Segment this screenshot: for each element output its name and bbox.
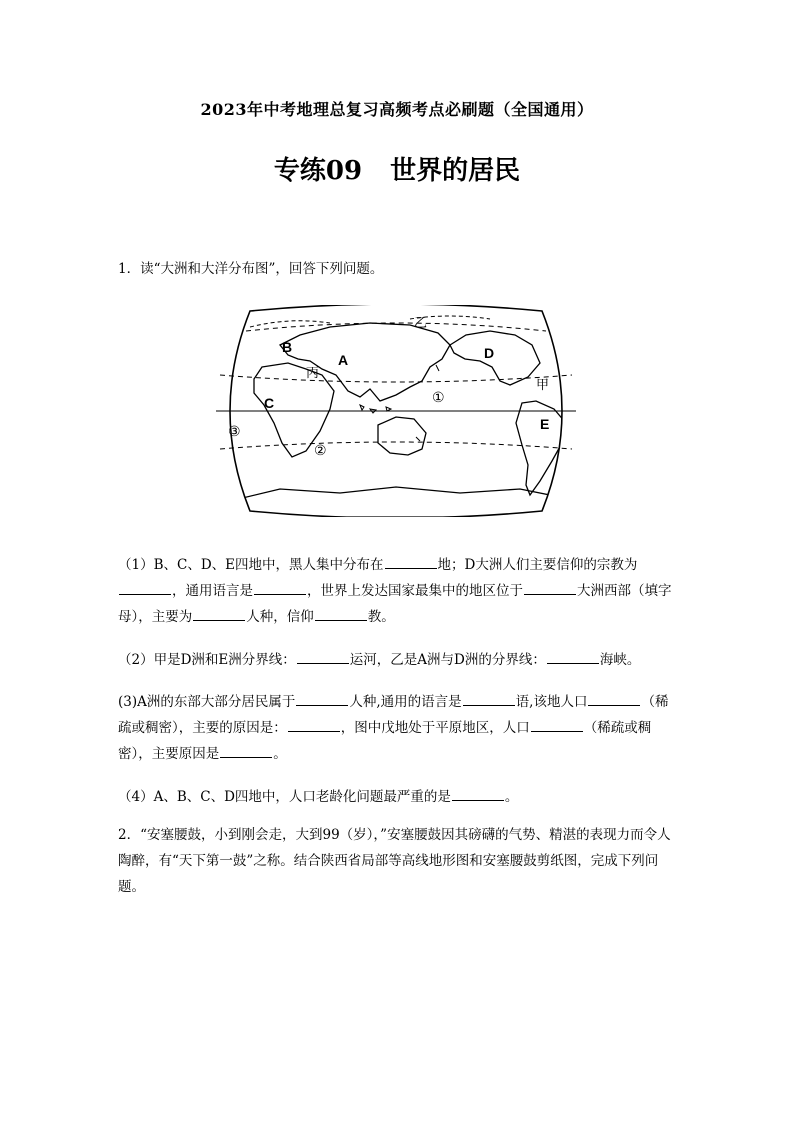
label-bing: 丙 bbox=[306, 366, 320, 381]
label-ocean-2: ② bbox=[314, 443, 327, 459]
islands bbox=[360, 365, 439, 441]
label-A: A bbox=[338, 352, 349, 368]
label-E: E bbox=[540, 416, 550, 432]
label-ocean-3: ③ bbox=[228, 424, 241, 440]
label-C: C bbox=[264, 395, 275, 411]
answer-blank[interactable] bbox=[463, 691, 515, 706]
landmass-australia bbox=[378, 417, 426, 455]
label-ocean-1: ① bbox=[432, 390, 445, 406]
answer-blank[interactable] bbox=[315, 606, 367, 621]
answer-blank[interactable] bbox=[119, 580, 171, 595]
label-B: B bbox=[282, 339, 293, 355]
answer-blank[interactable] bbox=[452, 786, 504, 801]
answer-blank[interactable] bbox=[524, 580, 576, 595]
answer-blank[interactable] bbox=[254, 580, 306, 595]
answer-blank[interactable] bbox=[385, 554, 437, 569]
title-part1: 专练09 bbox=[273, 156, 363, 186]
landmass-eurasia bbox=[280, 323, 450, 401]
arctic-coast bbox=[250, 316, 490, 327]
answer-blank[interactable] bbox=[220, 743, 272, 758]
answer-blank[interactable] bbox=[288, 717, 340, 732]
world-map-figure bbox=[210, 305, 582, 517]
label-jia: 甲 bbox=[536, 378, 550, 393]
question1-part4: （4）A、B、C、D四地中，人口老龄化问题最严重的是 。 bbox=[118, 784, 678, 810]
label-yi: 乙 bbox=[414, 316, 428, 331]
answer-blank[interactable] bbox=[193, 606, 245, 621]
question1-intro: 1．读“大洲和大洋分布图”，回答下列问题。 bbox=[118, 261, 384, 277]
question1-part2: （2）甲是D洲和E洲分界线： 运河，乙是A洲与D洲的分界线： 海峡。 bbox=[118, 647, 678, 673]
page-title bbox=[0, 150, 794, 187]
label-D: D bbox=[484, 345, 495, 361]
answer-blank[interactable] bbox=[296, 691, 348, 706]
question1-part3: (3)A洲的东部大部分居民属于 人种,通用的语言是 语,该地人口 （稀疏或稠密），主要的原因是： ，图中戊地处于平原地区，人口 （稀疏或稠密），主要原因是 。 bbox=[118, 689, 678, 767]
question1-part1: （1）B、C、D、E四地中，黑人集中分布在 地；D大洲人们主要信仰的宗教为，通用语言是 ，世界上发达国家最集中的地区位于 大洲西部（填字母），主要为 人种，信仰 教。 bbox=[118, 552, 678, 630]
landmass-north-america bbox=[450, 331, 540, 385]
answer-blank[interactable] bbox=[531, 717, 583, 732]
title-part2: 世界的居民 bbox=[390, 156, 521, 186]
question2-text: 2．“安塞腰鼓，小到刚会走，大到99（岁），”安塞腰鼓因其磅礴的气势、精湛的表现力而令人陶醉，有“天下第一鼓”之称。结合陕西省局部等高线地形图和安塞腰鼓剪纸图，完成下列问题。 bbox=[118, 827, 671, 895]
document-subtitle: 2023年中考地理总复习高频考点必刷题（全国通用） bbox=[200, 100, 594, 119]
tropic-of-capricorn bbox=[220, 442, 572, 449]
answer-blank[interactable] bbox=[547, 649, 599, 664]
answer-blank[interactable] bbox=[588, 691, 640, 706]
answer-blank[interactable] bbox=[297, 649, 349, 664]
